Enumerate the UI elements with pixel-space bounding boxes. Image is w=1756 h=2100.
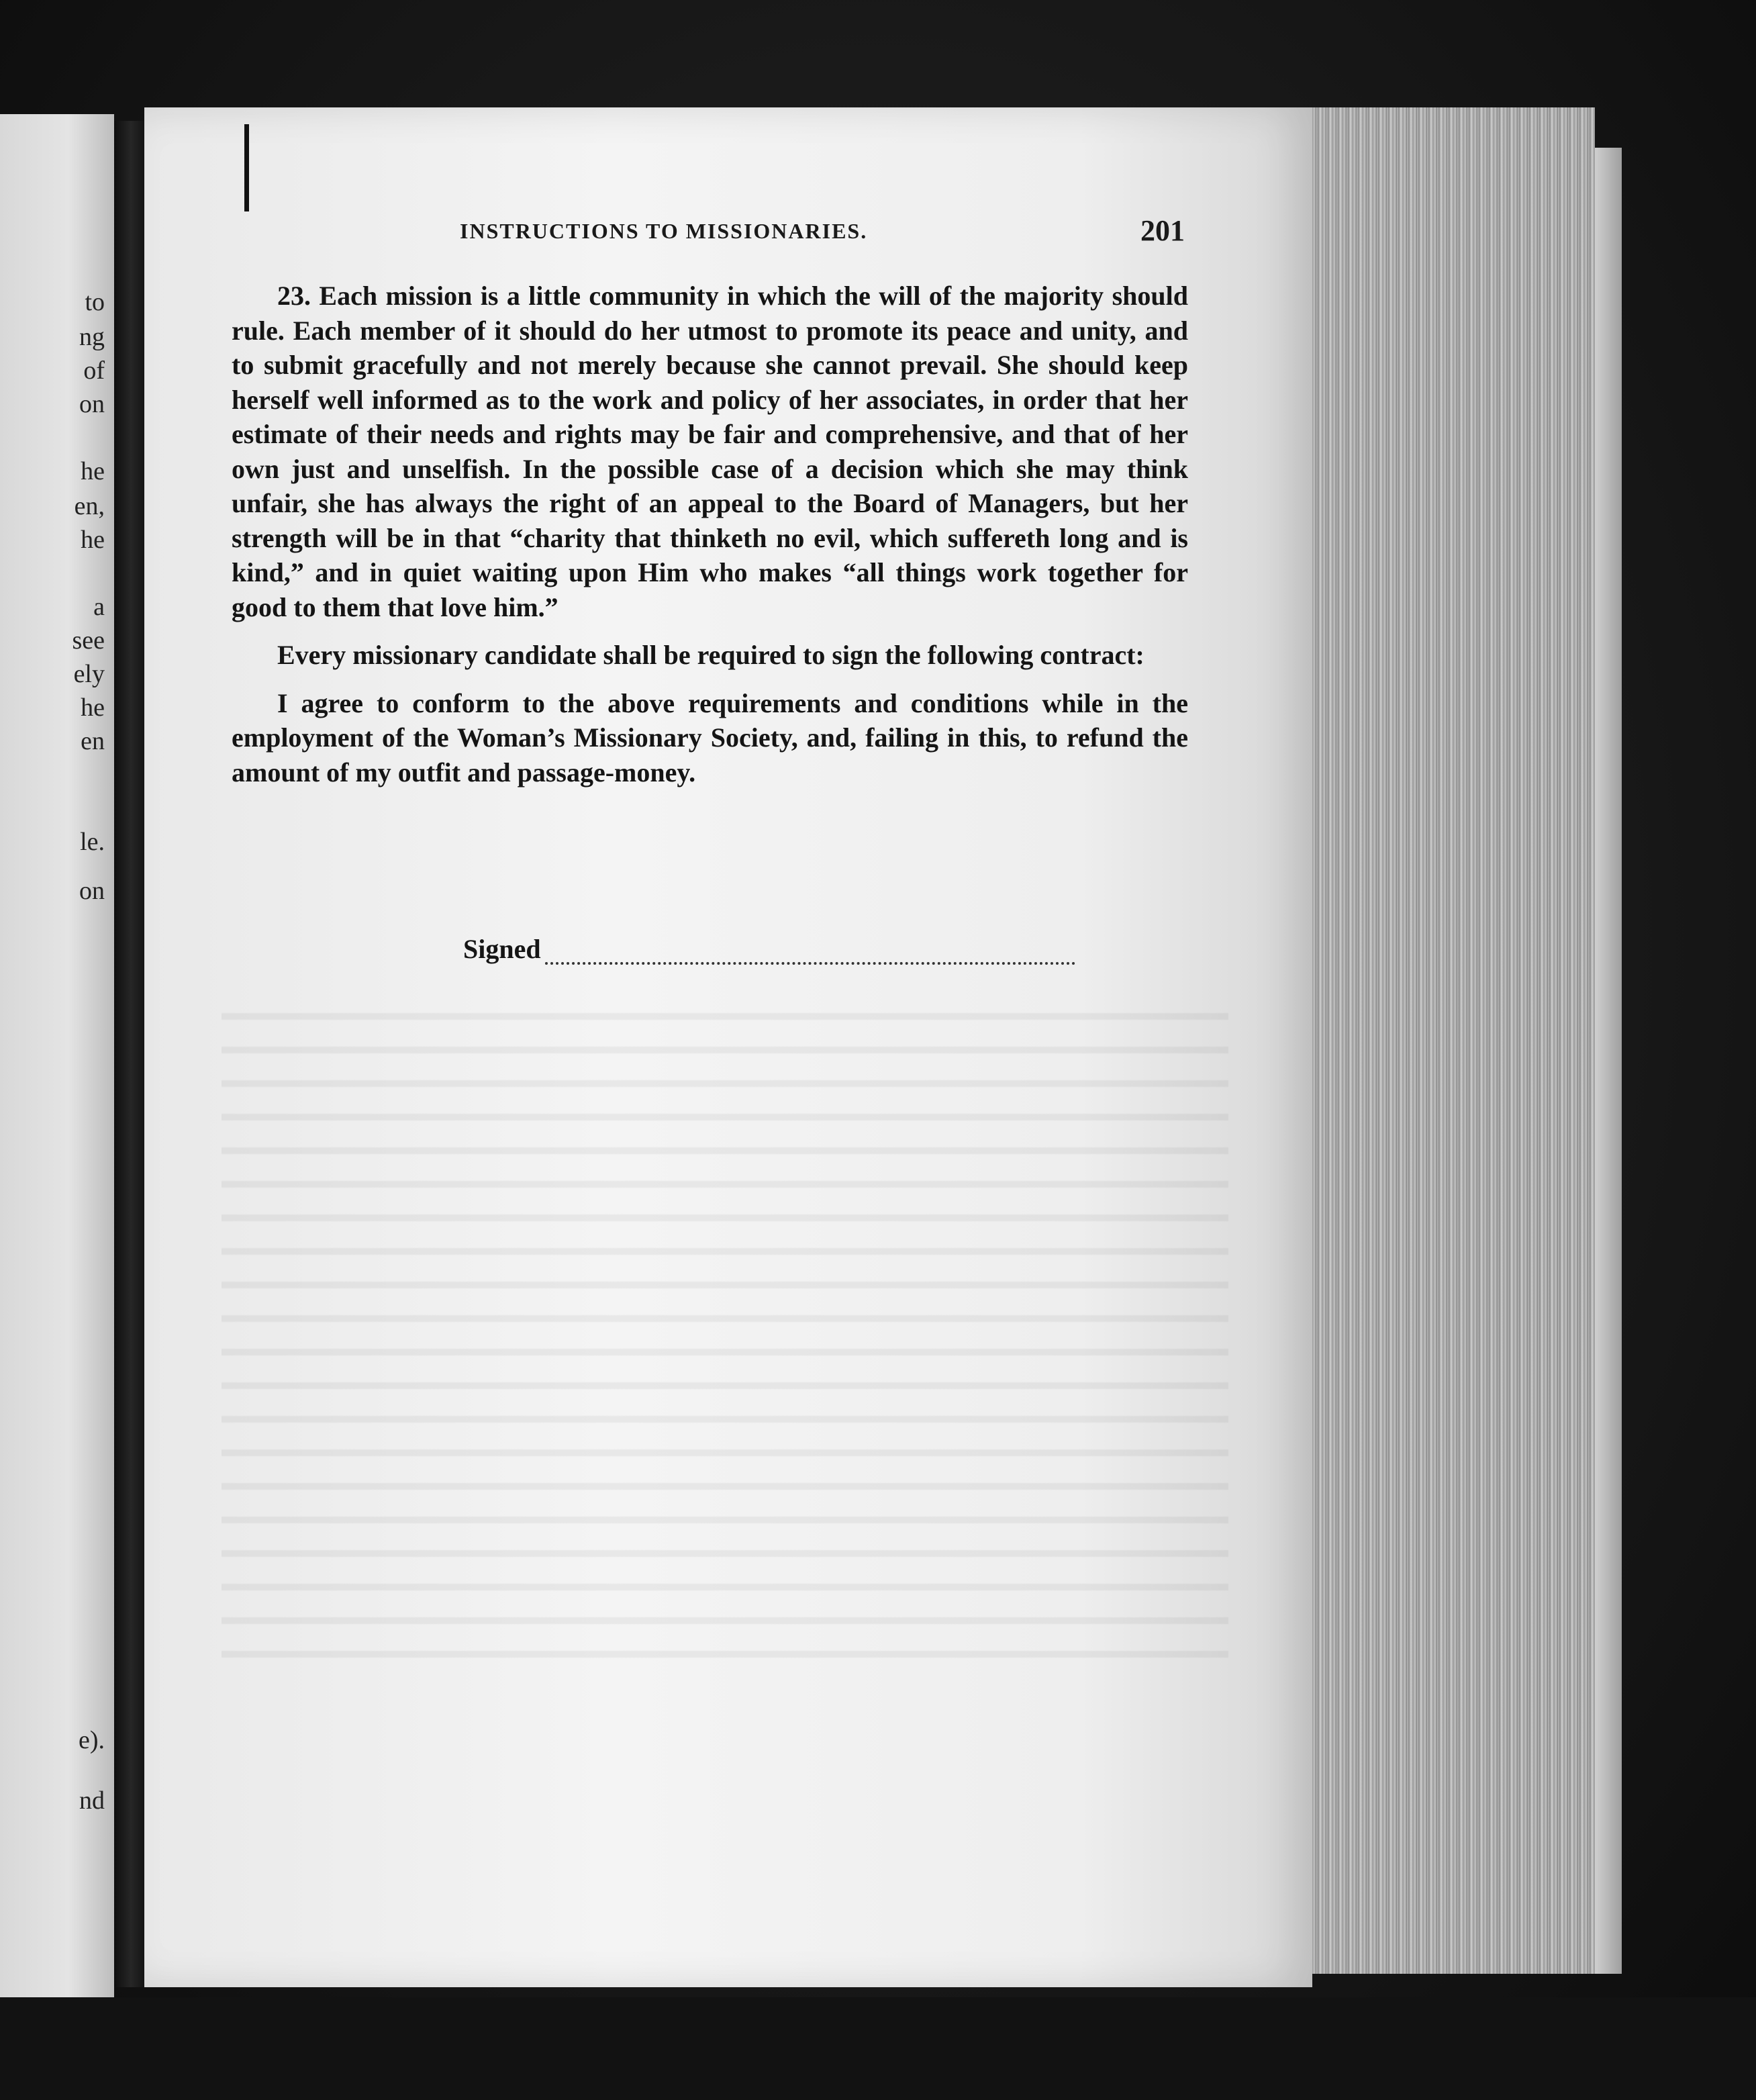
book-gutter — [114, 121, 148, 1987]
left-fragment: he — [81, 457, 105, 485]
left-fragment: to — [85, 288, 105, 316]
left-fragment: he — [81, 694, 105, 722]
paragraph-23: 23. Each mission is a little community in which the will of the majority should rule. Each member of it should do her utmost to promote its peace and unity, and to submit gracefully and not merely because she cannot prevail. She should keep herself well informed as to the work and policy of her associates, in order that her estimate of their needs and rights may be fair and comprehensive, and that of her own just and unselfish. In the possible case of a decision which she may think unfair, she has always the right of an appeal to the Board of Managers, but her strength will be in that “charity that thinketh no evil, which suffereth long and is kind,” and in quiet waiting upon Him who makes “all things work together for good to them that love him.” — [232, 281, 1188, 622]
page-header — [460, 213, 1185, 254]
left-fragment: en, — [74, 492, 105, 520]
scan-mark — [244, 124, 249, 211]
signature-line — [545, 942, 1075, 965]
left-fragment: nd — [79, 1786, 105, 1815]
page-body — [232, 279, 1188, 790]
contract-text: I agree to conform to the above requirements and conditions while in the employment of the Woman’s Missionary Society, and, failing in this, to refund the amount of my outfit and passage-money. — [232, 687, 1188, 787]
bleed-through-texture — [222, 987, 1228, 1658]
left-fragment: he — [81, 526, 105, 554]
contract-intro: Every missionary candidate shall be required to sign the following contract: — [277, 640, 1144, 670]
left-fragment: ng — [79, 323, 105, 351]
left-fragment: see — [72, 626, 105, 655]
signature-block — [463, 933, 1075, 965]
left-fragment: of — [83, 356, 105, 385]
page-edges — [1302, 107, 1595, 1974]
facing-page-fragment — [0, 114, 114, 2001]
page-number: 201 — [1140, 214, 1185, 247]
signature-label: Signed — [463, 934, 541, 964]
scan-bottom-border — [0, 1997, 1756, 2100]
left-fragment: ely — [73, 660, 105, 688]
running-head: INSTRUCTIONS TO MISSIONARIES. — [460, 219, 868, 243]
left-fragment: e). — [78, 1726, 105, 1754]
left-fragment: on — [79, 877, 105, 905]
left-fragment: a — [93, 593, 105, 621]
left-fragment: on — [79, 390, 105, 418]
left-fragment: le. — [80, 828, 105, 856]
left-fragment: en — [81, 727, 105, 755]
